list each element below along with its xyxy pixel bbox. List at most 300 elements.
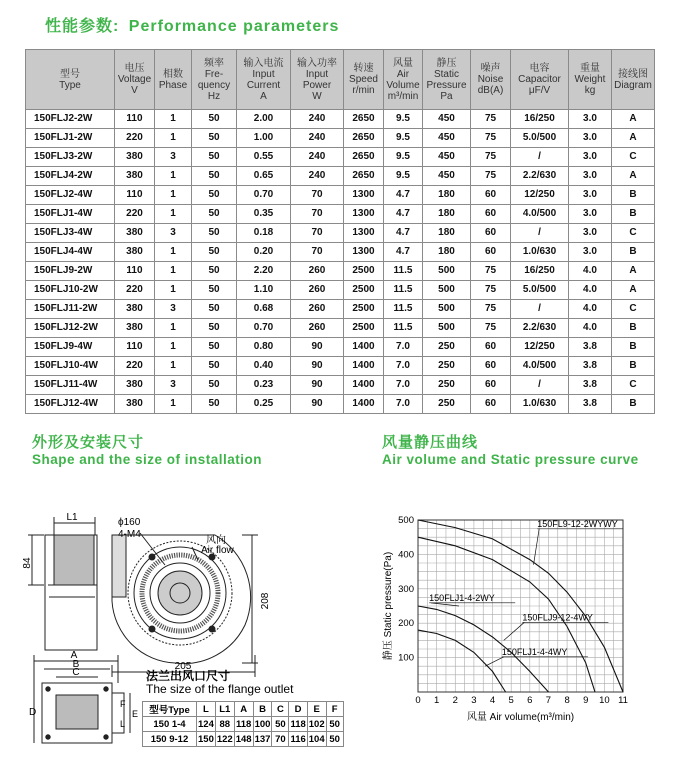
- table-row: [26, 262, 655, 281]
- table-cell: 380: [115, 300, 155, 319]
- perf-col-header-cn: 相数: [163, 68, 183, 80]
- table-cell: 450: [423, 129, 471, 148]
- table-cell: 3.0: [569, 110, 612, 129]
- perf-col-header-en: Diagram: [614, 79, 652, 91]
- table-cell: 4.7: [384, 205, 423, 224]
- table-cell: 11.5: [384, 262, 423, 281]
- table-cell: 75: [471, 262, 511, 281]
- table-cell: 1: [155, 243, 192, 262]
- table-cell: 3.0: [569, 167, 612, 186]
- perf-col-header-unit: kg: [584, 85, 596, 96]
- table-cell: 0.70: [237, 319, 291, 338]
- table-cell: 260: [291, 281, 344, 300]
- table-cell: C: [612, 376, 655, 395]
- flange-row: [143, 702, 344, 717]
- table-cell: 0.18: [237, 224, 291, 243]
- perf-col-header-cn: 静压: [436, 57, 457, 69]
- table-row: [26, 148, 655, 167]
- flange-table: [142, 701, 344, 747]
- perf-col-header: [26, 50, 115, 110]
- flange-cell: 50: [272, 717, 289, 732]
- table-cell: 0.55: [237, 148, 291, 167]
- table-cell: 220: [115, 129, 155, 148]
- flange-cell: 137: [254, 733, 271, 745]
- x-tick-label: 5: [508, 695, 514, 706]
- flange-cell: 70: [272, 732, 289, 747]
- table-cell: B: [612, 186, 655, 205]
- table-cell: 150FLJ10-4W: [26, 357, 115, 376]
- table-cell: C: [612, 300, 655, 319]
- table-cell: 1400: [344, 338, 384, 357]
- table-cell: 1: [155, 129, 192, 148]
- perf-col-header-cn: 输入电流: [243, 57, 284, 69]
- y-tick-label: 500: [398, 515, 414, 526]
- table-cell: 50: [192, 167, 237, 186]
- flange-cell: 122: [216, 733, 233, 745]
- performance-table: [25, 49, 655, 414]
- perf-col-header-unit: dB(A): [477, 85, 504, 96]
- table-cell: 4.7: [384, 224, 423, 243]
- flange-cell: C: [272, 702, 289, 717]
- table-cell: 70: [291, 224, 344, 243]
- dim-a-label: A: [70, 650, 78, 661]
- table-cell: 75: [471, 167, 511, 186]
- table-cell: 2500: [344, 262, 384, 281]
- table-cell: 2.2/630: [511, 319, 569, 338]
- table-cell: 380: [115, 319, 155, 338]
- table-cell: 250: [423, 395, 471, 414]
- series-label-leader: [431, 603, 459, 606]
- table-row: [26, 281, 655, 300]
- table-cell: 150FLJ1-4W: [26, 205, 115, 224]
- table-cell: /: [511, 148, 569, 167]
- flange-cell: 150 9-12: [143, 732, 197, 747]
- perf-col-header-en: Speed: [349, 74, 378, 85]
- table-cell: 500: [423, 300, 471, 319]
- table-cell: 50: [192, 357, 237, 376]
- performance-title: [45, 13, 339, 36]
- flange-cell: A: [234, 702, 253, 717]
- flange-cell: 型号Type: [143, 702, 197, 717]
- table-cell: 3.0: [569, 129, 612, 148]
- table-row: [26, 205, 655, 224]
- table-cell: 180: [423, 205, 471, 224]
- table-cell: 450: [423, 110, 471, 129]
- table-cell: 2500: [344, 281, 384, 300]
- table-cell: 1: [155, 110, 192, 129]
- table-cell: A: [612, 110, 655, 129]
- table-cell: 75: [471, 319, 511, 338]
- dim-c-label: C: [72, 667, 80, 678]
- table-cell: 380: [115, 395, 155, 414]
- table-cell: 3.8: [569, 395, 612, 414]
- table-cell: 50: [192, 300, 237, 319]
- flange-cell: 100: [254, 718, 271, 730]
- series-label: 150FLJ1-4-4WY: [501, 646, 568, 657]
- flange-title-cn: 法兰出风口尺寸: [146, 669, 231, 683]
- y-tick-label: 400: [398, 549, 414, 561]
- table-cell: 50: [192, 186, 237, 205]
- x-tick-label: 9: [583, 695, 589, 706]
- dim-diameter-label: ϕ160: [118, 517, 141, 528]
- table-row: [26, 243, 655, 262]
- table-cell: 150FLJ3-2W: [26, 148, 115, 167]
- table-row: [26, 224, 655, 243]
- series-label-leader: [504, 622, 525, 640]
- x-tick-label: 8: [564, 695, 570, 706]
- table-cell: 7.0: [384, 376, 423, 395]
- shape-title-en: Shape and the size of installation: [32, 452, 263, 467]
- table-cell: 9.5: [384, 110, 423, 129]
- table-cell: 50: [192, 224, 237, 243]
- table-cell: 60: [471, 186, 511, 205]
- perf-col-header-en: Type: [59, 79, 81, 91]
- table-cell: 90: [291, 338, 344, 357]
- performance-table-header: [26, 50, 655, 110]
- table-cell: 12/250: [511, 338, 569, 357]
- air-volume-pressure-chart: [380, 505, 670, 755]
- flange-cell: 118: [290, 718, 306, 730]
- perf-col-header: [423, 50, 471, 110]
- table-cell: 250: [423, 376, 471, 395]
- table-cell: 220: [115, 357, 155, 376]
- table-cell: 3: [155, 148, 192, 167]
- table-cell: 2.20: [237, 262, 291, 281]
- table-cell: 380: [115, 148, 155, 167]
- table-row: [26, 338, 655, 357]
- perf-col-header-en: Air Volume: [386, 68, 420, 91]
- table-cell: 500: [423, 262, 471, 281]
- perf-col-header-cn: 转速: [353, 63, 374, 74]
- table-cell: 1: [155, 281, 192, 300]
- table-cell: A: [612, 281, 655, 300]
- table-cell: 3.0: [569, 224, 612, 243]
- table-cell: 2.2/630: [511, 167, 569, 186]
- table-cell: 4.0/500: [511, 357, 569, 376]
- series-label-leader: [485, 657, 504, 666]
- table-cell: 70: [291, 205, 344, 224]
- table-cell: 1300: [344, 224, 384, 243]
- perf-col-header-en: Voltage: [117, 74, 152, 85]
- perf-col-header-cn: 输入功率: [297, 57, 337, 69]
- table-cell: 3.0: [569, 205, 612, 224]
- dim-f-label: F: [120, 699, 126, 709]
- table-cell: 60: [471, 224, 511, 243]
- flange-cell: 150 1-4: [143, 717, 197, 732]
- x-tick-label: 2: [452, 695, 458, 706]
- table-cell: /: [511, 224, 569, 243]
- table-cell: 150FLJ12-2W: [26, 319, 115, 338]
- table-cell: 3.8: [569, 376, 612, 395]
- perf-col-header: [344, 50, 384, 110]
- performance-title-en: Performance parameters: [128, 18, 340, 35]
- table-cell: 2500: [344, 319, 384, 338]
- perf-col-header-cn: 频率: [204, 57, 224, 69]
- perf-col-header-cn: 噪声: [480, 63, 501, 74]
- perf-col-header-unit: μF/V: [528, 85, 551, 96]
- table-cell: 60: [471, 243, 511, 262]
- x-tick-label: 3: [471, 695, 477, 706]
- airflow-cn-label: 风向: [206, 535, 226, 546]
- table-cell: 0.20: [237, 243, 291, 262]
- table-cell: 60: [471, 357, 511, 376]
- table-cell: 1300: [344, 186, 384, 205]
- table-cell: 0.25: [237, 395, 291, 414]
- table-cell: C: [612, 224, 655, 243]
- table-cell: 150FLJ4-4W: [26, 243, 115, 262]
- table-cell: C: [612, 148, 655, 167]
- table-cell: 110: [115, 338, 155, 357]
- table-cell: 180: [423, 186, 471, 205]
- table-cell: 150FLJ11-2W: [26, 300, 115, 319]
- table-cell: 90: [291, 357, 344, 376]
- table-cell: 0.65: [237, 167, 291, 186]
- perf-col-header-en: Input Power: [302, 68, 332, 91]
- table-cell: 50: [192, 205, 237, 224]
- table-cell: 380: [115, 243, 155, 262]
- chart-x-label: 风量 Air volume(m³/min): [466, 712, 575, 723]
- table-row: [26, 357, 655, 376]
- chart-grid: [418, 520, 623, 692]
- dim-e-label: E: [132, 709, 139, 719]
- performance-table-body: [26, 110, 655, 414]
- flange-cell: B: [253, 702, 272, 717]
- table-cell: 50: [192, 148, 237, 167]
- table-cell: 5.0/500: [511, 281, 569, 300]
- y-tick-label: 300: [398, 583, 414, 595]
- table-cell: 380: [115, 376, 155, 395]
- table-cell: 1.00: [237, 129, 291, 148]
- table-cell: 380: [115, 167, 155, 186]
- perf-col-header: [612, 50, 655, 110]
- table-cell: 450: [423, 148, 471, 167]
- table-cell: 3.8: [569, 338, 612, 357]
- table-cell: 0.40: [237, 357, 291, 376]
- series-label: 150FLJ1-4-2WY: [429, 592, 495, 603]
- table-cell: 1300: [344, 243, 384, 262]
- table-cell: 5.0/500: [511, 129, 569, 148]
- table-cell: 2650: [344, 167, 384, 186]
- flange-opening: [56, 695, 98, 729]
- table-cell: 60: [471, 395, 511, 414]
- table-cell: 60: [471, 376, 511, 395]
- table-cell: 50: [192, 395, 237, 414]
- table-cell: 3: [155, 376, 192, 395]
- perf-col-header: [511, 50, 569, 110]
- x-tick-label: 6: [527, 695, 533, 706]
- x-tick-label: 7: [545, 695, 552, 706]
- perf-col-header-cn: 接线图: [618, 68, 648, 80]
- table-cell: 240: [291, 110, 344, 129]
- table-cell: 50: [192, 376, 237, 395]
- table-cell: 3.0: [569, 186, 612, 205]
- table-cell: 50: [192, 110, 237, 129]
- table-cell: 7.0: [384, 338, 423, 357]
- table-cell: 1400: [344, 395, 384, 414]
- table-cell: 150FLJ3-4W: [26, 224, 115, 243]
- series-label-leader: [534, 529, 540, 565]
- table-cell: 1400: [344, 376, 384, 395]
- motor-hub: [158, 571, 202, 615]
- x-tick-label: 1: [433, 695, 440, 706]
- perf-col-header-unit: r/min: [352, 85, 375, 96]
- flange-row: [143, 717, 344, 732]
- table-cell: 220: [115, 205, 155, 224]
- table-cell: 9.5: [384, 148, 423, 167]
- table-cell: 75: [471, 148, 511, 167]
- perf-col-header-cn: 电压: [124, 63, 145, 74]
- table-cell: 11.5: [384, 319, 423, 338]
- table-row: [26, 167, 655, 186]
- dim-d-label: D: [29, 707, 37, 718]
- table-cell: 150FLJ11-4W: [26, 376, 115, 395]
- perf-col-header-en: Phase: [158, 79, 188, 91]
- table-cell: 12/250: [511, 186, 569, 205]
- dim-l-label: L: [120, 719, 126, 729]
- table-cell: 3.8: [569, 357, 612, 376]
- flange-cell: F: [326, 702, 343, 717]
- flange-cell: 124: [198, 718, 214, 730]
- dim-205-label: 205: [174, 661, 192, 672]
- y-tick-label: 100: [398, 652, 414, 664]
- table-cell: 75: [471, 300, 511, 319]
- table-cell: 75: [471, 129, 511, 148]
- table-cell: 150FLJ4-2W: [26, 167, 115, 186]
- table-cell: 50: [192, 262, 237, 281]
- perf-col-header-unit: Hz: [207, 90, 221, 102]
- table-cell: 1400: [344, 357, 384, 376]
- table-cell: B: [612, 357, 655, 376]
- table-cell: B: [612, 319, 655, 338]
- table-cell: 260: [291, 300, 344, 319]
- table-cell: B: [612, 395, 655, 414]
- table-cell: 1: [155, 262, 192, 281]
- table-cell: 1.0/630: [511, 395, 569, 414]
- table-cell: 1: [155, 338, 192, 357]
- table-cell: 50: [192, 243, 237, 262]
- series-label: 150FLJ9-12-4WY: [522, 612, 593, 623]
- flange-cell: E: [307, 702, 326, 717]
- perf-col-header-unit: Pa: [440, 90, 453, 102]
- table-cell: 150FLJ9-2W: [26, 262, 115, 281]
- table-cell: A: [612, 167, 655, 186]
- table-cell: 4.0: [569, 319, 612, 338]
- table-cell: 3.0: [569, 148, 612, 167]
- table-cell: 60: [471, 338, 511, 357]
- perf-col-header-unit: m³/min: [387, 90, 419, 102]
- shape-title-cn: 外形及安装尺寸: [32, 434, 145, 451]
- table-cell: 150FLJ1-2W: [26, 129, 115, 148]
- perf-col-header-en: Capacitor: [518, 74, 561, 85]
- table-row: [26, 110, 655, 129]
- table-cell: 1300: [344, 205, 384, 224]
- chart-axes: [398, 515, 628, 706]
- table-cell: B: [612, 338, 655, 357]
- table-cell: 90: [291, 376, 344, 395]
- chart-y-label: 静压 Static pressure(Pa): [383, 551, 394, 661]
- table-cell: 4.7: [384, 186, 423, 205]
- table-row: [26, 129, 655, 148]
- perf-col-header: [471, 50, 511, 110]
- table-cell: 70: [291, 243, 344, 262]
- table-cell: 3: [155, 224, 192, 243]
- flange-cell: 118: [235, 718, 252, 730]
- table-cell: 110: [115, 110, 155, 129]
- perf-col-header: [192, 50, 237, 110]
- table-cell: 0.80: [237, 338, 291, 357]
- table-cell: 50: [192, 281, 237, 300]
- table-cell: 150FLJ2-2W: [26, 110, 115, 129]
- flange-cell: D: [289, 702, 307, 717]
- table-cell: 0.68: [237, 300, 291, 319]
- table-cell: 450: [423, 167, 471, 186]
- table-cell: 180: [423, 224, 471, 243]
- flange-cell: 148: [235, 733, 252, 745]
- table-cell: 2.00: [237, 110, 291, 129]
- table-cell: 50: [192, 129, 237, 148]
- dim-l1-label: L1: [66, 512, 78, 523]
- table-row: [26, 319, 655, 338]
- perf-col-header-cn: 风量: [393, 57, 413, 69]
- table-cell: 150FLJ2-4W: [26, 186, 115, 205]
- table-cell: 4.0: [569, 300, 612, 319]
- x-tick-label: 10: [599, 695, 610, 706]
- flange-cell: L1: [215, 702, 234, 717]
- flange-cell: 50: [326, 717, 343, 732]
- flange-cell: 50: [326, 732, 343, 747]
- perf-col-header: [155, 50, 192, 110]
- table-cell: 2650: [344, 110, 384, 129]
- table-cell: 110: [115, 262, 155, 281]
- table-cell: 180: [423, 243, 471, 262]
- perf-col-header-en: Fre-quency: [197, 68, 231, 91]
- table-cell: 500: [423, 319, 471, 338]
- table-cell: 0.23: [237, 376, 291, 395]
- table-cell: 11.5: [384, 300, 423, 319]
- table-row: [26, 186, 655, 205]
- flange-cell: 116: [290, 733, 306, 745]
- dim-84-label: 84: [22, 557, 33, 569]
- table-cell: 70: [291, 186, 344, 205]
- table-cell: 500: [423, 281, 471, 300]
- table-cell: A: [612, 129, 655, 148]
- table-cell: 1: [155, 319, 192, 338]
- table-cell: 1: [155, 357, 192, 376]
- table-cell: A: [612, 262, 655, 281]
- airflow-en-label: Air flow: [201, 545, 234, 556]
- perf-col-header-cn: 电容: [529, 63, 550, 74]
- table-cell: 1: [155, 167, 192, 186]
- flange-title-en: The size of the flange outlet: [146, 682, 294, 696]
- table-cell: 7.0: [384, 395, 423, 414]
- table-cell: 260: [291, 319, 344, 338]
- table-cell: 4.7: [384, 243, 423, 262]
- perf-col-header-unit: V: [131, 85, 138, 96]
- y-tick-label: 200: [398, 618, 414, 630]
- table-cell: 250: [423, 338, 471, 357]
- side-view-outlet: [54, 535, 94, 585]
- table-row: [26, 376, 655, 395]
- table-cell: 260: [291, 262, 344, 281]
- table-cell: 4.0: [569, 262, 612, 281]
- table-row: [26, 395, 655, 414]
- table-cell: 150FLJ9-4W: [26, 338, 115, 357]
- table-cell: 60: [471, 205, 511, 224]
- perf-col-header: [384, 50, 423, 110]
- perf-col-header-cn: 型号: [60, 68, 80, 80]
- table-cell: B: [612, 243, 655, 262]
- table-cell: 16/250: [511, 262, 569, 281]
